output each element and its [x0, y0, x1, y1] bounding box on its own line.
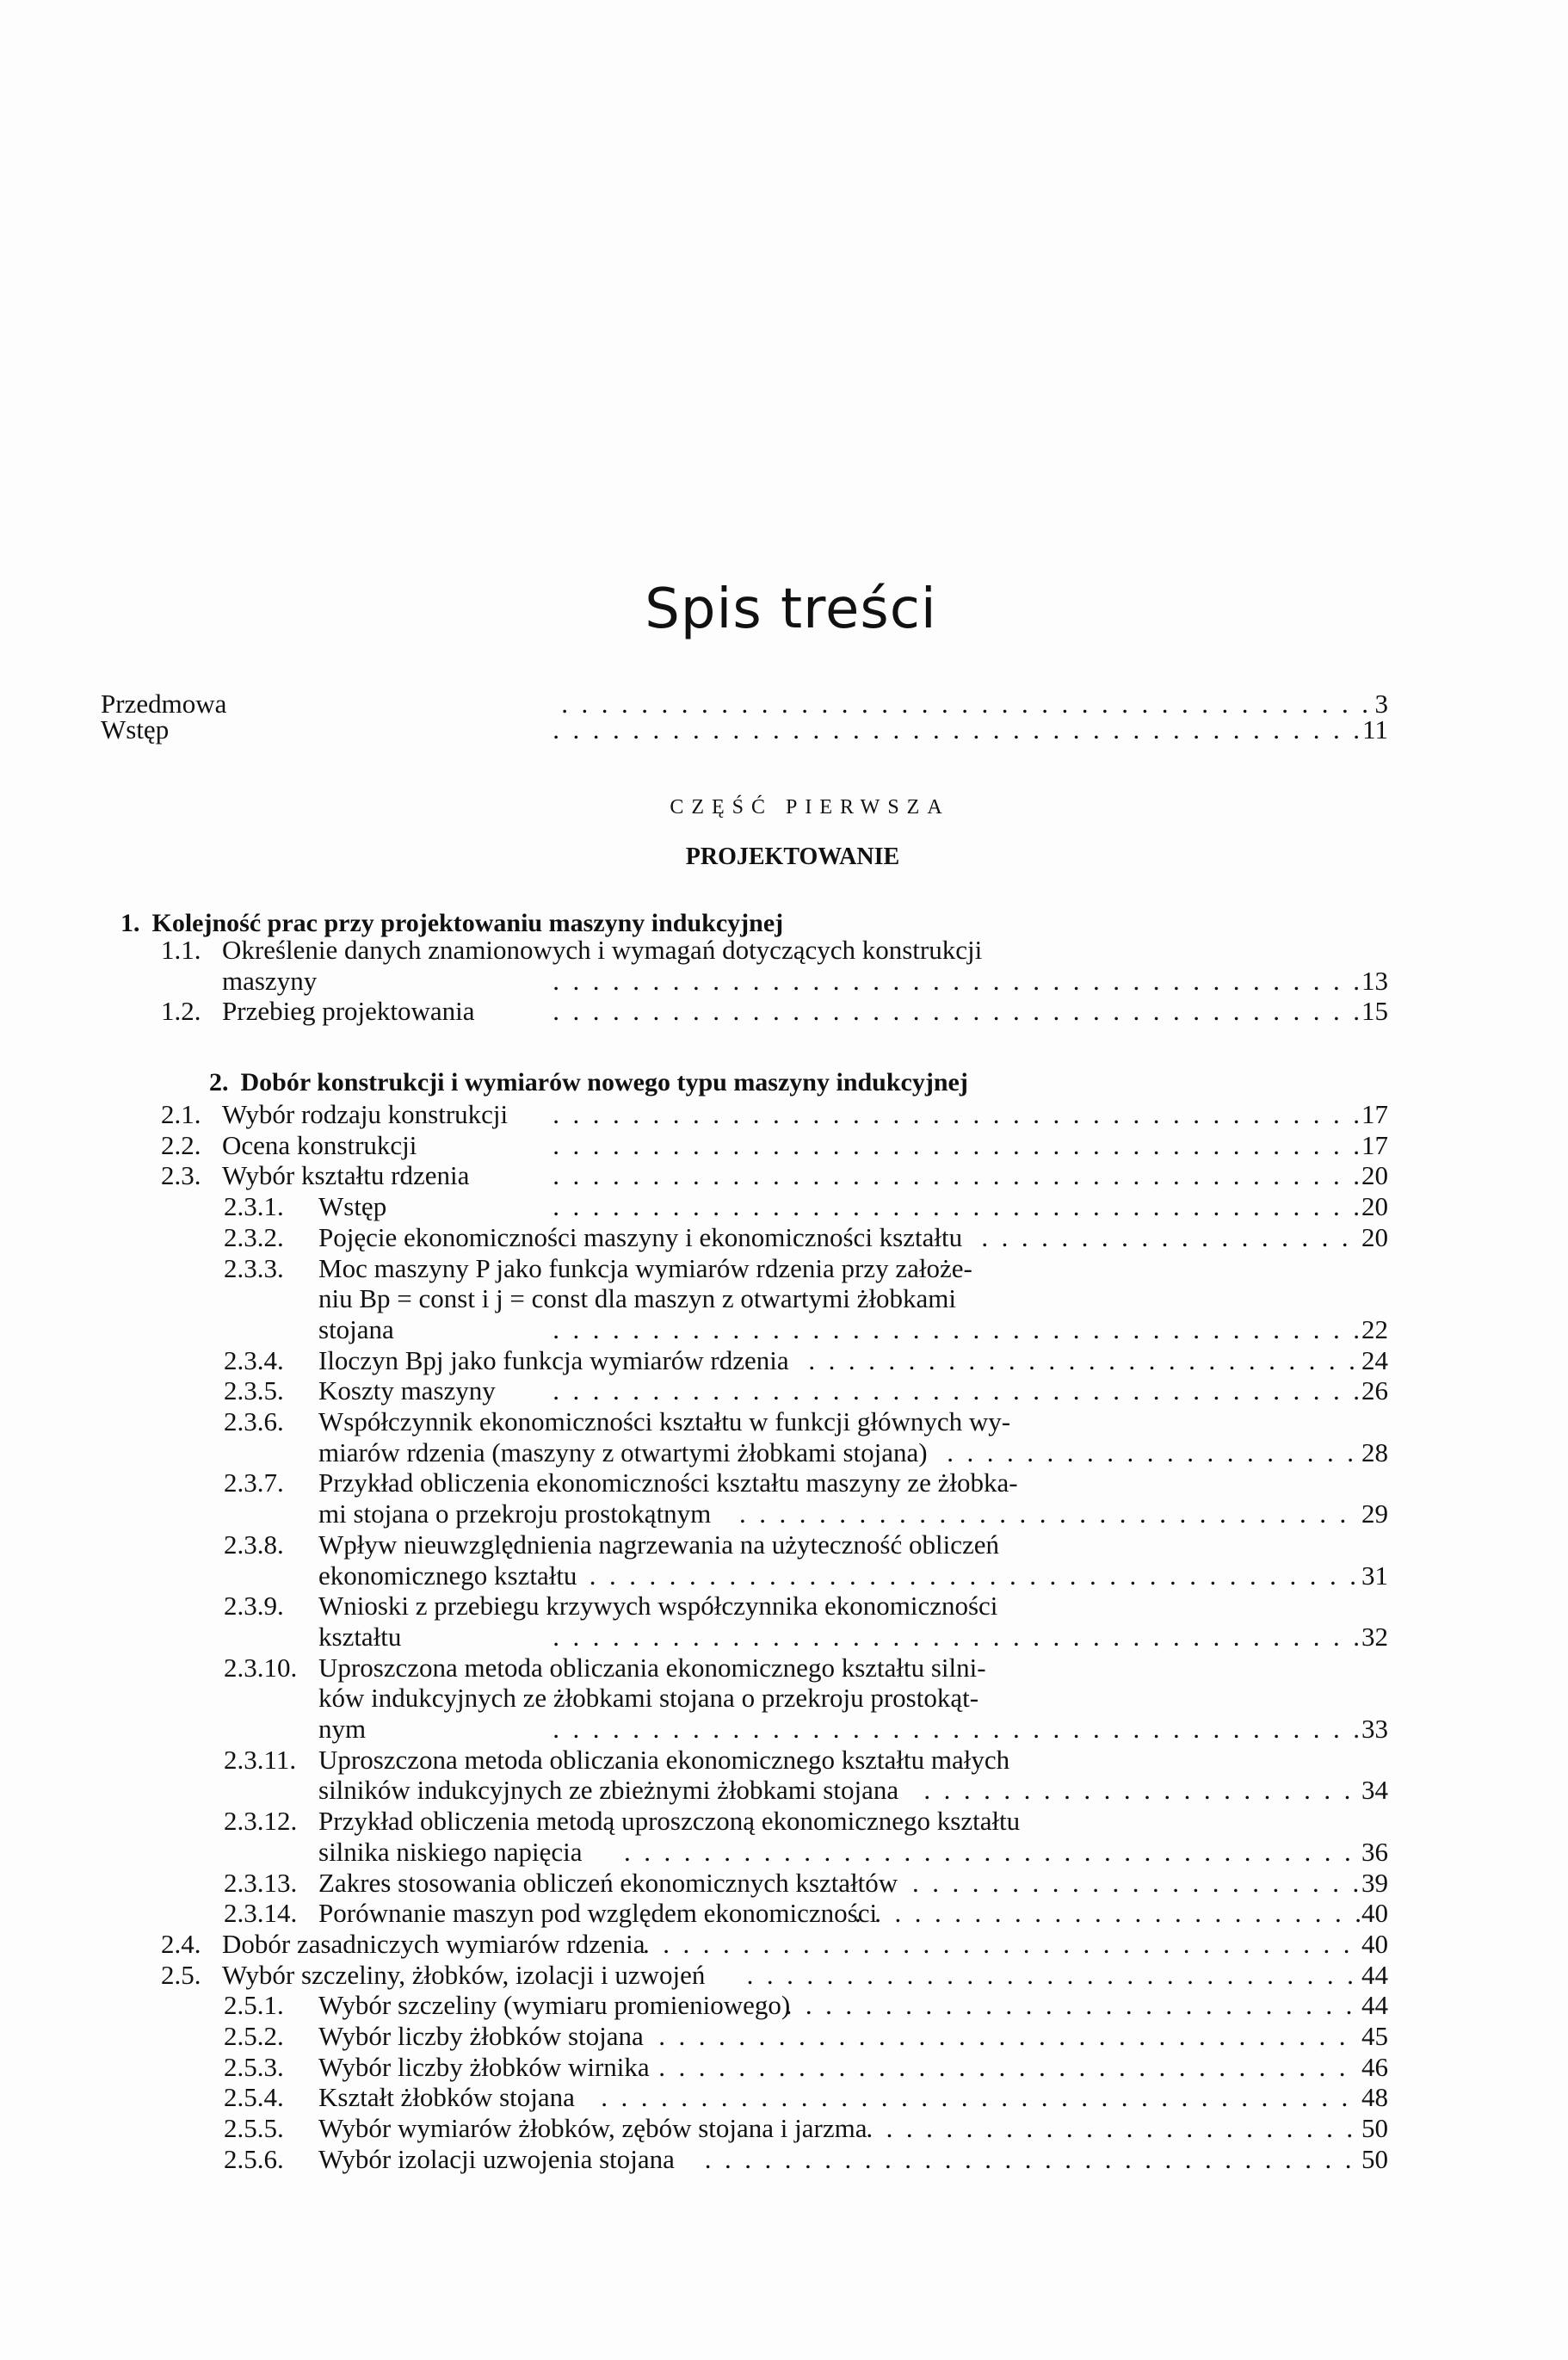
- chapter-number: 2.: [209, 1068, 229, 1097]
- toc-entry: [0, 1345, 1568, 1376]
- dot-leader: [866, 2113, 1360, 2144]
- entry-page: 15: [1361, 996, 1388, 1027]
- toc-entry: [0, 1960, 1568, 1991]
- entry-page: 20: [1361, 1160, 1388, 1191]
- entry-title: Określenie danych znamionowych i wymagań dotyczących konstrukcji: [222, 935, 983, 965]
- toc-entry-front: [0, 714, 1568, 745]
- dot-leader: [493, 996, 1360, 1027]
- dot-leader: [912, 1868, 1360, 1899]
- entry-page: 34: [1361, 1775, 1388, 1806]
- toc-entry: [0, 1529, 1568, 1560]
- entry-title: Wybór szczeliny (wymiaru promieniowego): [318, 1990, 791, 2021]
- dot-leader: [320, 966, 1360, 997]
- entry-number: 2.5.1.: [224, 1990, 284, 2021]
- entry-page: 11: [1362, 714, 1388, 744]
- entry-number: 2.5.2.: [224, 2021, 284, 2051]
- toc-entry: [0, 996, 1568, 1027]
- entry-page: 28: [1361, 1436, 1388, 1467]
- entry-page: 39: [1361, 1867, 1388, 1898]
- entry-title: Przykład obliczenia ekonomiczności kształtu maszyny ze żłobka-: [318, 1467, 1018, 1498]
- entry-page: 26: [1361, 1375, 1388, 1406]
- dot-leader: [786, 1990, 1360, 2021]
- entry-title: niu Bp = const i j = const dla maszyn z otwartymi żłobkami: [318, 1283, 956, 1314]
- entry-title: Wstęp: [101, 714, 170, 744]
- entry-page: 3: [1374, 689, 1388, 719]
- entry-title: silnika niskiego napięcia: [318, 1836, 583, 1867]
- entry-page: 44: [1361, 1959, 1388, 1990]
- toc-entry: [0, 1591, 1568, 1622]
- entry-title: mi stojana o przekroju prostokątnym: [318, 1498, 712, 1529]
- chapter-title: Kolejność prac przy projektowaniu maszyny indukcyjnej: [151, 909, 784, 937]
- entry-page: 40: [1361, 1898, 1388, 1929]
- dot-leader: [624, 1837, 1360, 1868]
- entry-page: 32: [1361, 1621, 1388, 1652]
- toc-entry: [0, 1467, 1568, 1498]
- part-title: PROJEKTOWANIE: [685, 843, 900, 870]
- entry-number: 2.5.4.: [224, 2082, 284, 2113]
- dot-leader: [947, 1437, 1360, 1468]
- entry-page: 31: [1361, 1560, 1388, 1591]
- entry-title: Moc maszyny P jako funkcja wymiarów rdzenia przy założe-: [318, 1252, 972, 1283]
- entry-title: Koszty maszyny: [318, 1375, 496, 1406]
- entry-number: 2.3.9.: [224, 1591, 284, 1622]
- dot-leader: [258, 714, 1360, 745]
- toc-entry: [0, 1622, 1568, 1653]
- toc-entry: [0, 2113, 1568, 2144]
- toc-entry: [0, 1099, 1568, 1130]
- dot-leader: [435, 1130, 1360, 1161]
- toc-entry: [0, 1653, 1568, 1684]
- toc-entry: [0, 1283, 1568, 1314]
- entry-page: 24: [1361, 1344, 1388, 1375]
- toc-entry: [0, 1837, 1568, 1868]
- entry-title: silników indukcyjnych ze zbieżnymi żłobkami stojana: [318, 1775, 899, 1806]
- entry-number: 2.5.3.: [224, 2051, 284, 2082]
- entry-title: maszyny: [222, 965, 318, 996]
- chapter-number: 1.: [120, 909, 140, 937]
- entry-number: 1.2.: [161, 996, 201, 1027]
- entry-title: miarów rdzenia (maszyny z otwartymi żłobkami stojana): [318, 1436, 928, 1467]
- entry-page: 17: [1361, 1099, 1388, 1129]
- entry-page: 33: [1361, 1714, 1388, 1744]
- toc-entry: [0, 1498, 1568, 1529]
- dot-leader: [658, 2052, 1360, 2083]
- entry-title: Pojęcie ekonomiczności maszyny i ekonomiczności kształtu: [318, 1221, 963, 1252]
- entry-number: 2.5.: [161, 1959, 201, 1990]
- entry-number: 2.3.1.: [224, 1191, 284, 1222]
- toc-entry: [0, 1253, 1568, 1284]
- entry-number: 2.3.: [161, 1160, 201, 1191]
- entry-page: 13: [1361, 965, 1388, 996]
- toc-entry: [0, 966, 1568, 997]
- toc-entry: [0, 1806, 1568, 1837]
- entry-title: Przebieg projektowania: [222, 996, 475, 1027]
- entry-page: 48: [1361, 2082, 1388, 2113]
- dot-leader: [658, 2021, 1360, 2052]
- entry-title: Wybór rodzaju konstrukcji: [222, 1099, 509, 1129]
- dot-leader: [981, 1222, 1360, 1253]
- entry-page: 20: [1361, 1191, 1388, 1222]
- entry-number: 2.3.13.: [224, 1867, 298, 1898]
- entry-title: ekonomicznego kształtu: [318, 1560, 577, 1591]
- entry-number: 2.2.: [161, 1129, 201, 1160]
- entry-title: Wybór liczby żłobków wirnika: [318, 2051, 650, 2082]
- toc-entry: [0, 1375, 1568, 1406]
- entry-page: 29: [1361, 1498, 1388, 1529]
- toc-entry: [0, 1775, 1568, 1806]
- toc-entry: [0, 1437, 1568, 1468]
- entry-number: 2.1.: [161, 1099, 201, 1129]
- chapter-heading: [209, 1067, 968, 1098]
- toc-entry: [0, 1683, 1568, 1714]
- entry-title: Kształt żłobków stojana: [318, 2082, 575, 2113]
- entry-title: kształtu: [318, 1621, 402, 1652]
- entry-title: Wpływ nieuwzględnienia nagrzewania na użyteczność obliczeń: [318, 1529, 999, 1560]
- entry-page: 22: [1361, 1313, 1388, 1344]
- dot-leader: [393, 1191, 1360, 1222]
- dot-leader: [370, 1714, 1360, 1745]
- entry-number: 2.3.10.: [224, 1652, 298, 1683]
- entry-page: 50: [1361, 2113, 1388, 2144]
- dot-leader: [497, 1375, 1360, 1406]
- toc-entry: [0, 1929, 1568, 1960]
- dot-leader: [855, 1898, 1360, 1929]
- dot-leader: [590, 1560, 1360, 1591]
- dot-leader: [428, 1622, 1360, 1653]
- toc-entry: [0, 1314, 1568, 1345]
- toc-entry: [0, 2144, 1568, 2175]
- entry-title: Uproszczona metoda obliczania ekonomicznego kształtu silni-: [318, 1652, 986, 1683]
- toc-entry: [0, 1868, 1568, 1899]
- entry-page: 36: [1361, 1836, 1388, 1867]
- part-label: CZĘŚĆ PIERWSZA: [670, 796, 950, 819]
- dot-leader: [739, 1498, 1360, 1529]
- dot-leader: [528, 1099, 1360, 1130]
- entry-number: 2.3.3.: [224, 1252, 284, 1283]
- entry-title: Wybór szczeliny, żłobków, izolacji i uzwojeń: [222, 1959, 706, 1990]
- entry-title: Wybór liczby żłobków stojana: [318, 2021, 644, 2051]
- dot-leader: [747, 1960, 1360, 1991]
- entry-title: Przykład obliczenia metodą uproszczoną ekonomicznego kształtu: [318, 1806, 1021, 1837]
- entry-title: nym: [318, 1714, 367, 1744]
- dot-leader: [643, 1929, 1360, 1960]
- entry-page: 44: [1361, 1990, 1388, 2021]
- dot-leader: [601, 2082, 1360, 2113]
- toc-entry: [0, 1714, 1568, 1745]
- toc-entry: [0, 1745, 1568, 1776]
- chapter-title: Dobór konstrukcji i wymiarów nowego typu maszyny indukcyjnej: [240, 1068, 968, 1097]
- entry-title: Wstęp: [318, 1191, 387, 1222]
- toc-entry: [0, 935, 1568, 966]
- entry-page: 50: [1361, 2143, 1388, 2174]
- entry-title: Wybór izolacji uzwojenia stojana: [318, 2143, 675, 2174]
- entry-title: Wybór kształtu rdzenia: [222, 1160, 470, 1191]
- entry-number: 2.5.5.: [224, 2113, 284, 2144]
- entry-page: 20: [1361, 1221, 1388, 1252]
- entry-number: 1.1.: [161, 935, 201, 965]
- toc-entry: [0, 2082, 1568, 2113]
- toc-entry: [0, 1560, 1568, 1591]
- toc-entry: [0, 1990, 1568, 2021]
- page-title: Spis treści: [645, 578, 937, 641]
- dot-leader: [417, 1314, 1360, 1345]
- dot-leader: [705, 2144, 1360, 2175]
- entry-number: 2.3.6.: [224, 1406, 284, 1436]
- entry-number: 2.3.5.: [224, 1375, 284, 1406]
- entry-number: 2.3.12.: [224, 1806, 298, 1837]
- entry-title: stojana: [318, 1313, 394, 1344]
- toc-entry: [0, 1898, 1568, 1929]
- entry-title: Zakres stosowania obliczeń ekonomicznych kształtów: [318, 1867, 898, 1898]
- entry-title: Dobór zasadniczych wymiarów rdzenia: [222, 1928, 645, 1959]
- toc-entry: [0, 1130, 1568, 1161]
- toc-entry: [0, 1406, 1568, 1437]
- entry-page: 46: [1361, 2051, 1388, 2082]
- entry-number: 2.3.8.: [224, 1529, 284, 1560]
- entry-number: 2.3.4.: [224, 1344, 284, 1375]
- entry-number: 2.3.11.: [224, 1744, 297, 1775]
- entry-number: 2.4.: [161, 1928, 201, 1959]
- entry-number: 2.3.14.: [224, 1898, 298, 1929]
- entry-page: 45: [1361, 2021, 1388, 2051]
- entry-page: 17: [1361, 1129, 1388, 1160]
- dot-leader: [493, 1160, 1360, 1191]
- toc-entry: [0, 2021, 1568, 2052]
- entry-title: Współczynnik ekonomiczności kształtu w funkcji głównych wy-: [318, 1406, 1011, 1436]
- entry-title: ków indukcyjnych ze żłobkami stojana o przekroju prostokąt-: [318, 1683, 979, 1714]
- entry-number: 2.3.7.: [224, 1467, 284, 1498]
- dot-leader: [808, 1345, 1360, 1376]
- entry-title: Uproszczona metoda obliczania ekonomicznego kształtu małych: [318, 1744, 1010, 1775]
- dot-leader: [923, 1775, 1360, 1806]
- toc-entry: [0, 1160, 1568, 1191]
- entry-title: Ocena konstrukcji: [222, 1129, 417, 1160]
- toc-entry: [0, 2052, 1568, 2083]
- entry-number: 2.3.2.: [224, 1221, 284, 1252]
- entry-title: Iloczyn Bpj jako funkcja wymiarów rdzenia: [318, 1344, 789, 1375]
- entry-page: 40: [1361, 1928, 1388, 1959]
- toc-entry: [0, 1191, 1568, 1222]
- entry-title: Porównanie maszyn pod względem ekonomiczności: [318, 1898, 878, 1929]
- entry-number: 2.5.6.: [224, 2143, 284, 2174]
- entry-title: Wnioski z przebiegu krzywych współczynnika ekonomiczności: [318, 1591, 998, 1622]
- toc-entry: [0, 1222, 1568, 1253]
- entry-title: Przedmowa: [101, 689, 227, 719]
- entry-title: Wybór wymiarów żłobków, zębów stojana i jarzma: [318, 2113, 867, 2144]
